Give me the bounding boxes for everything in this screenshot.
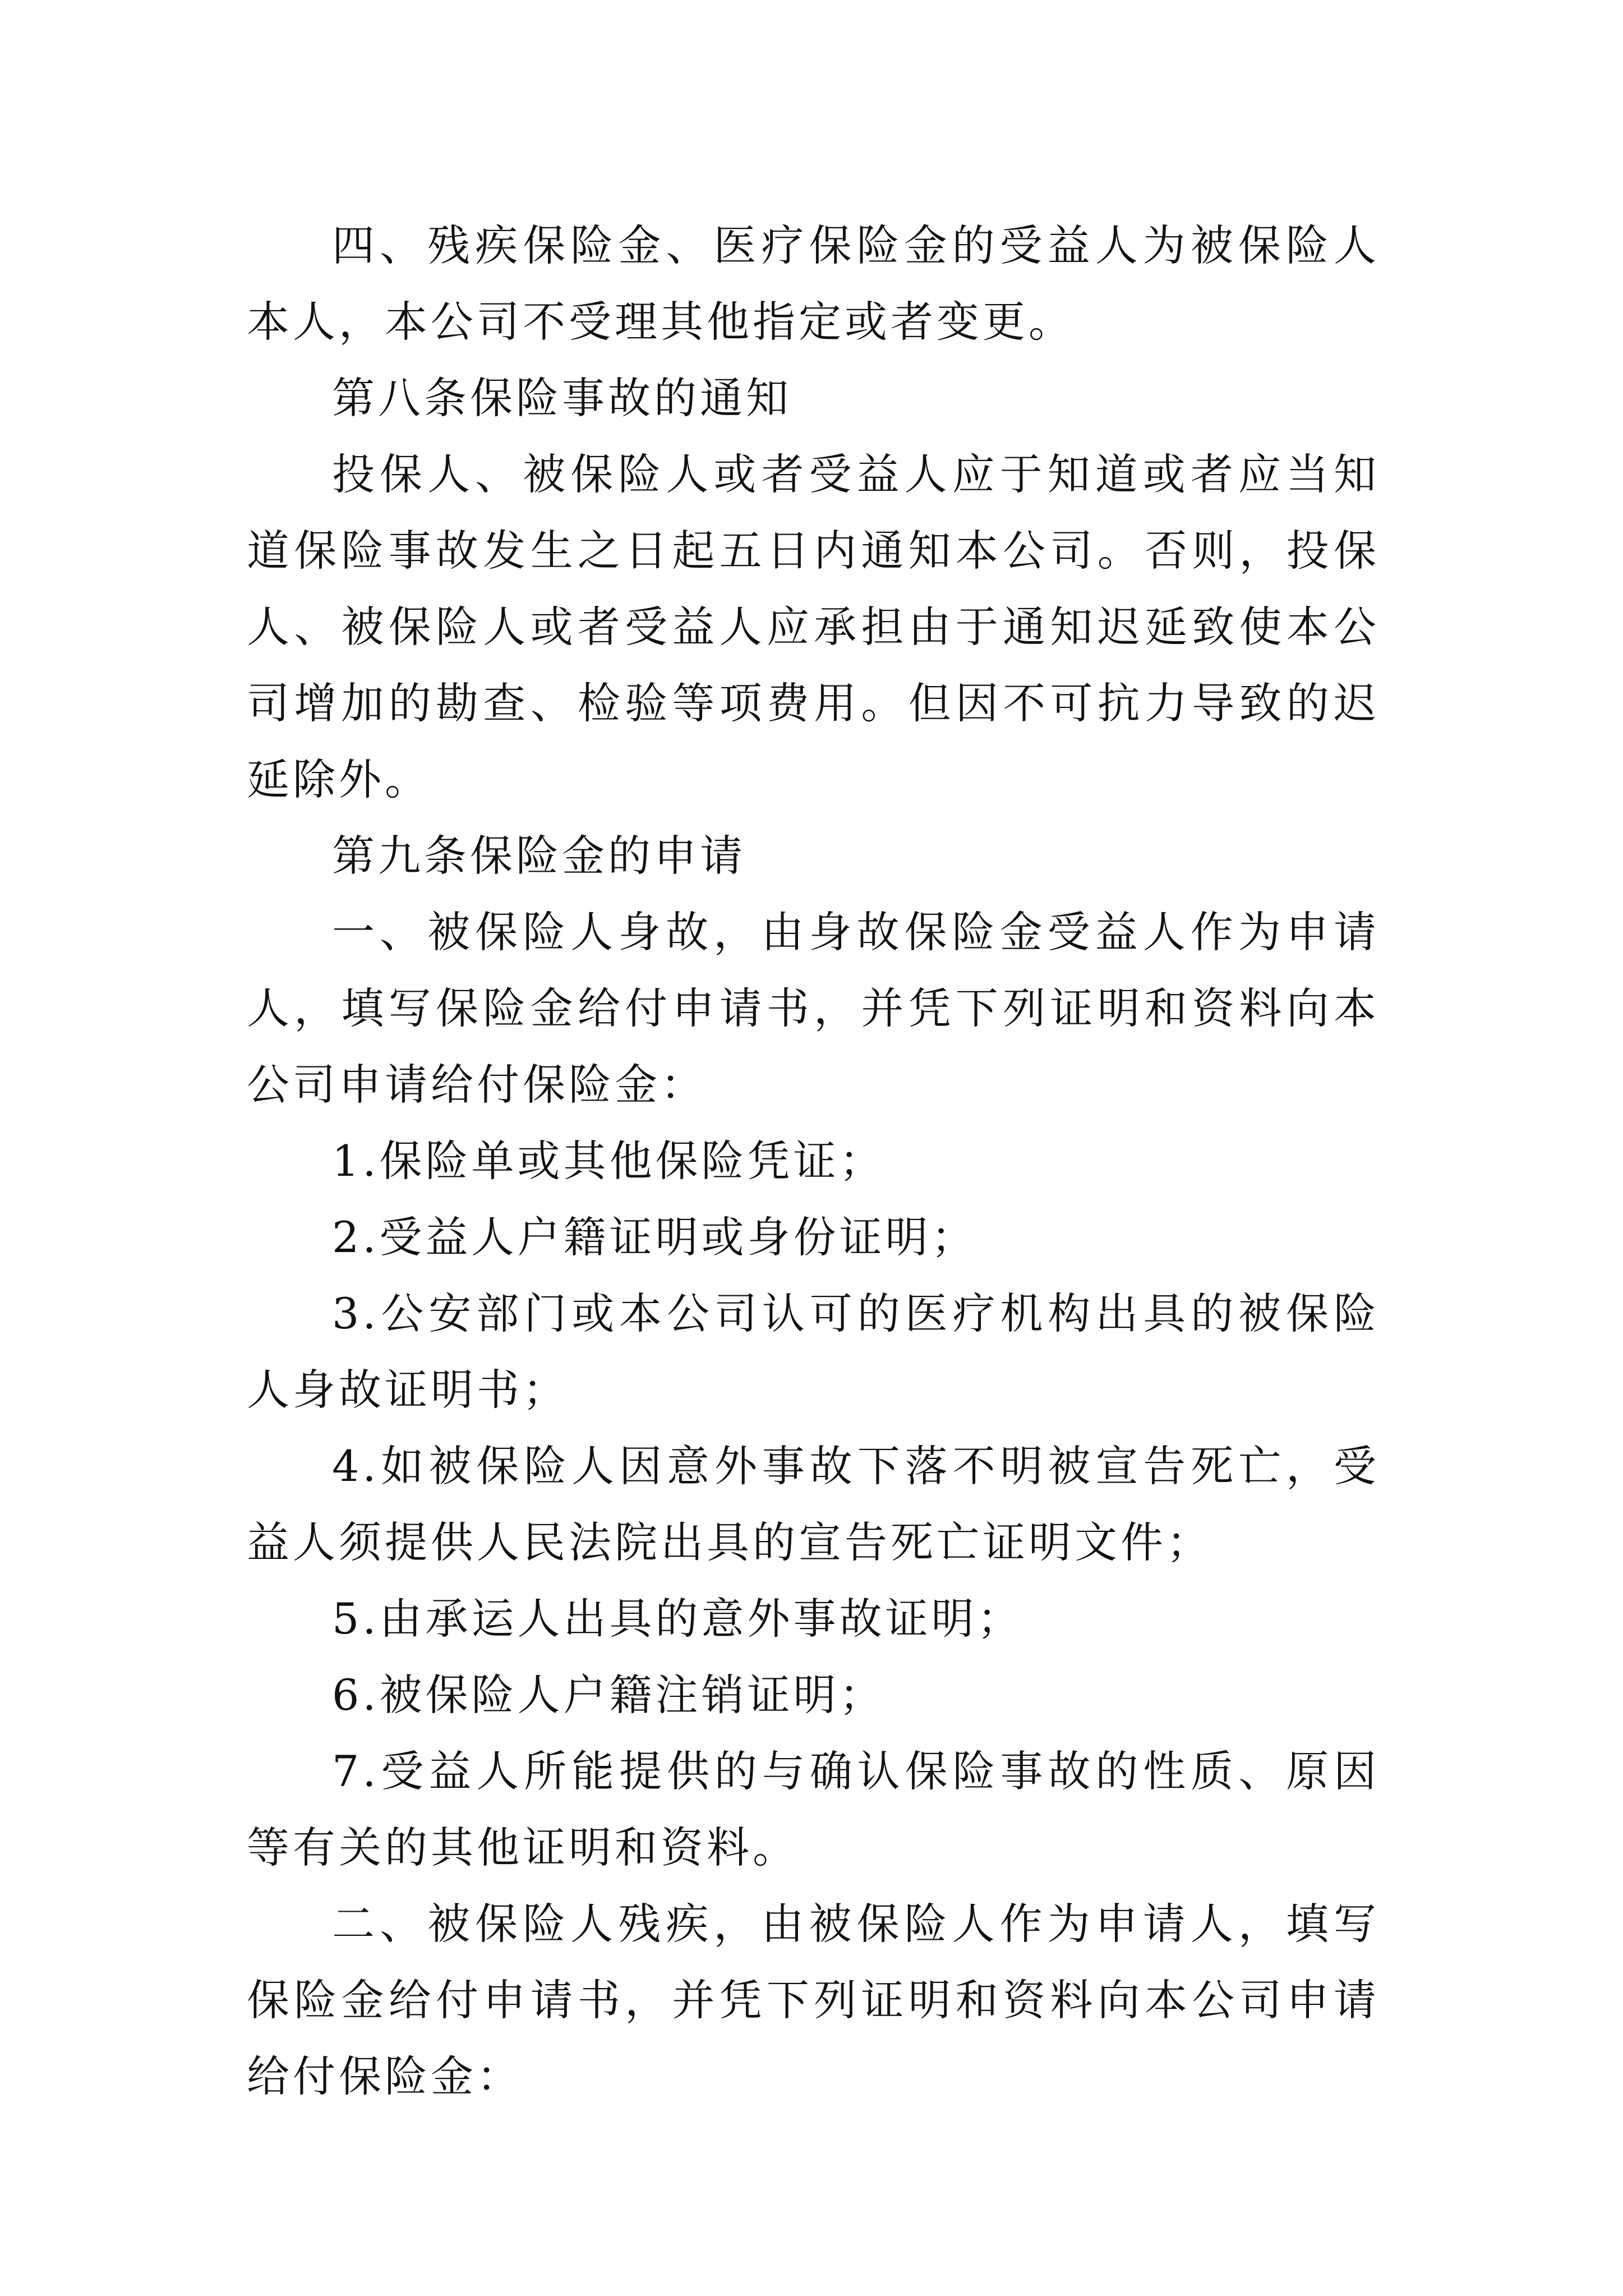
list-item-6: 6.被保险人户籍注销证明； (332, 1670, 886, 1720)
heading-article-9: 第九条保险金的申请 (332, 831, 746, 881)
list-item-4: 4.如被保险人因意外事故下落不明被宣告死亡，受益人须提供人民法院出具的宣告死亡证明文件； (247, 1441, 1380, 1567)
paragraph-accident-notification: 投保人、被保险人或者受益人应于知道或者应当知道保险事故发生之日起五日内通知本公司。否则，投保人、被保险人或者受益人应承担由于通知迟延致使本公司增加的勘查、检验等项费用。但因不可抗力导致的迟延除外。 (247, 449, 1380, 804)
list-item-7: 7.受益人所能提供的与确认保险事故的性质、原因等有关的其他证明和资料。 (247, 1746, 1380, 1872)
paragraph-death-claim-intro: 一、被保险人身故，由身故保险金受益人作为申请人，填写保险金给付申请书，并凭下列证明和资料向本公司申请给付保险金： (247, 907, 1380, 1110)
list-item-3: 3.公安部门或本公司认可的医疗机构出具的被保险人身故证明书； (247, 1289, 1380, 1415)
paragraph-beneficiary-disability-medical: 四、残疾保险金、医疗保险金的受益人为被保险人本人，本公司不受理其他指定或者变更。 (247, 220, 1380, 347)
heading-article-8: 第八条保险事故的通知 (332, 373, 792, 423)
paragraph-disability-claim-intro: 二、被保险人残疾，由被保险人作为申请人，填写保险金给付申请书，并凭下列证明和资料向本公司申请给付保险金： (247, 1899, 1380, 2101)
list-item-5: 5.由承运人出具的意外事故证明； (332, 1594, 1023, 1644)
document-body (247, 208, 1380, 2115)
list-item-1: 1.保险单或其他保险凭证； (332, 1136, 886, 1186)
list-item-2: 2.受益人户籍证明或身份证明； (332, 1212, 978, 1262)
